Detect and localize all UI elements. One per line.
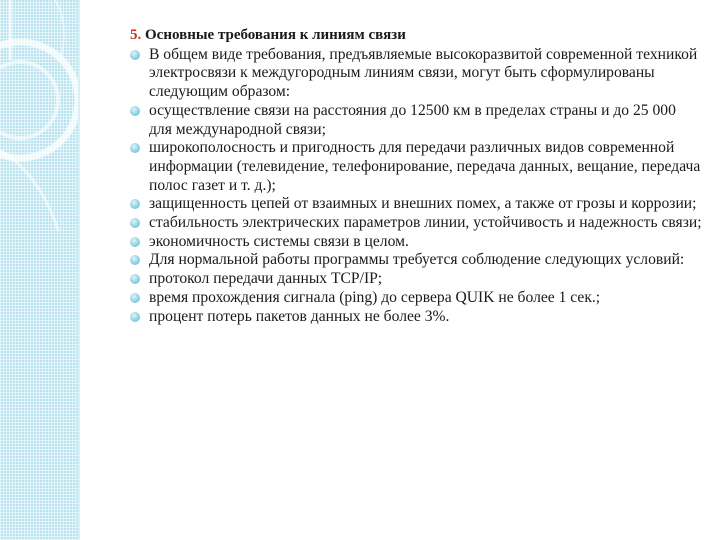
- list-item-text: экономичность системы связи в целом.: [149, 232, 409, 250]
- bullet-icon: [130, 106, 140, 116]
- list-item: [130, 289, 702, 308]
- list-item-text: широкополосность и пригодность для передачи различных видов современной информации (телевидение, телефонирование, передача данных, вещание, передача полос газет и т. д.);: [149, 139, 701, 194]
- list-item-text: осуществление связи на расстояния до 12500 км в пределах страны и до 25 000 для международной связи;: [149, 101, 676, 138]
- list-item: [130, 270, 702, 289]
- slide-content: [130, 26, 702, 326]
- list-item: [130, 102, 702, 139]
- heading-title: Основные требования к линиям связи: [145, 27, 406, 43]
- decorative-side-panel: [0, 0, 80, 540]
- bullet-icon: [130, 274, 140, 284]
- bullet-icon: [130, 218, 140, 228]
- list-item: [130, 251, 702, 270]
- list-item: [130, 308, 702, 327]
- bullet-icon: [130, 293, 140, 303]
- list-item-text: Для нормальной работы программы требуется соблюдение следующих условий:: [149, 251, 685, 269]
- bullet-icon: [130, 50, 140, 60]
- bullet-icon: [130, 255, 140, 265]
- requirements-list: [130, 46, 702, 327]
- bullet-icon: [130, 312, 140, 322]
- bullet-icon: [130, 199, 140, 209]
- list-item: [130, 139, 702, 195]
- decorative-swirl-graphic: [0, 0, 80, 540]
- list-item-text: протокол передачи данных TCP/IP;: [149, 270, 383, 288]
- slide-heading: [130, 26, 702, 45]
- list-item-text: стабильность электрических параметров линии, устойчивость и надежность связи;: [149, 214, 702, 232]
- bullet-icon: [130, 143, 140, 153]
- list-item: [130, 214, 702, 233]
- list-item: [130, 233, 702, 252]
- list-item-text: В общем виде требования, предъявляемые высокоразвитой современной техникой электросвязи к междугородным линиям связи, могут быть сформулированы следующим образом:: [149, 45, 698, 101]
- heading-number: 5.: [130, 27, 142, 43]
- list-item: [130, 46, 702, 102]
- list-item-text: защищенность цепей от взаимных и внешних помех, а также от грозы и коррозии;: [149, 195, 697, 213]
- bullet-icon: [130, 237, 140, 247]
- list-item-text: время прохождения сигнала (ping) до сервера QUIK не более 1 сек.;: [149, 288, 601, 306]
- list-item: [130, 195, 702, 214]
- list-item-text: процент потерь пакетов данных не более 3%.: [149, 307, 450, 325]
- side-panel-edge: [78, 0, 80, 540]
